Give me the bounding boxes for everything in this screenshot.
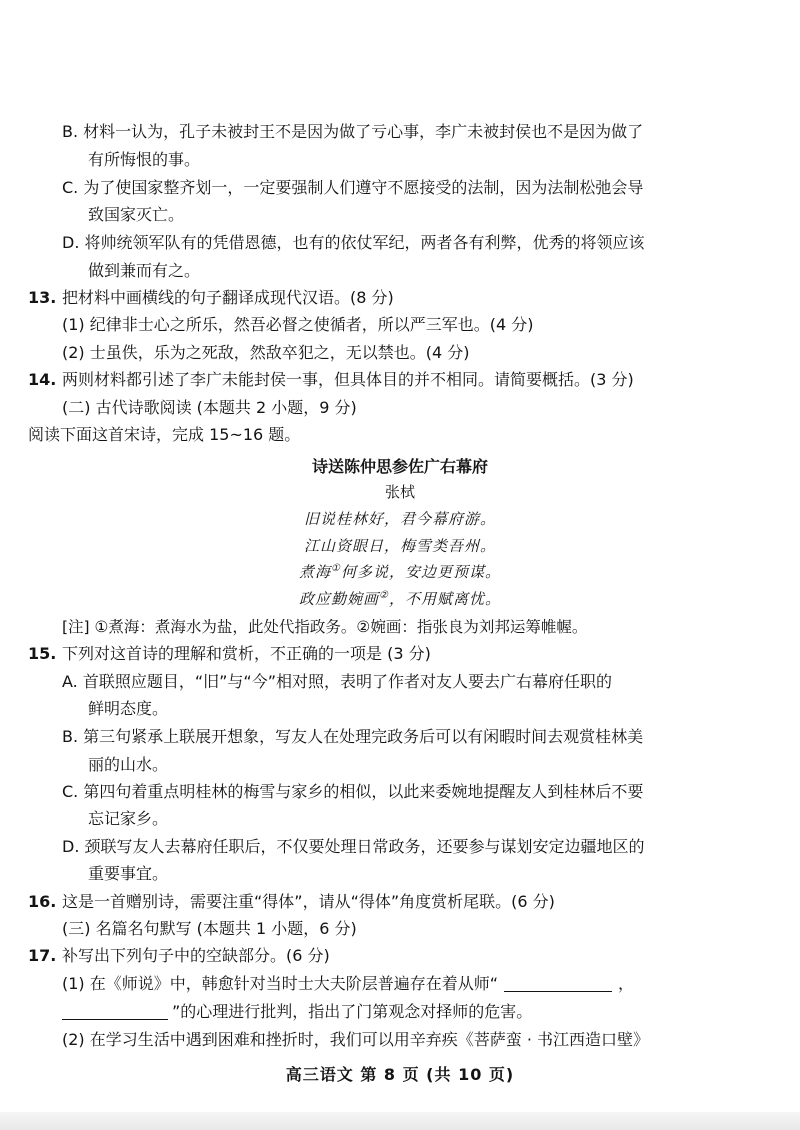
q15-option-b-line1: B. 第三句紧承上联展开想象，写友人在处理完政务后可以有闲暇时间去观赏桂林美	[62, 727, 644, 746]
q12-option-b-line1: B. 材料一认为，孔子未被封王不是因为做了亏心事，李广未被封侯也不是因为做了	[62, 122, 644, 141]
q17-sentence-2: (2) 在学习生活中遇到困难和挫折时，我们可以用辛弃疾《菩萨蛮 · 书江西造口壁》	[62, 1030, 650, 1049]
q13-sentence-1: (1) 纪律非士心之所乐，然吾必督之使循者，所以严三军也。(4 分)	[62, 315, 534, 334]
section2-header: (二) 古代诗歌阅读 (本题共 2 小题，9 分)	[62, 398, 357, 417]
q17-s1-text-b: ，	[618, 974, 635, 993]
q14-number: 14.	[28, 370, 57, 389]
q17-sentence-1-line2	[62, 1002, 532, 1022]
footnote-marker-2: ②	[379, 590, 389, 601]
poem-line-4-part-a: 政应勤婉画	[299, 590, 380, 608]
q15-number: 15.	[28, 644, 57, 663]
q15-option-d-line2: 重要事宜。	[88, 864, 169, 883]
page-footer: 高三语文 第 8 页 (共 10 页)	[285, 1065, 515, 1084]
q12-option-c-line1: C. 为了使国家整齐划一，一定要强制人们遵守不愿接受的法制，因为法制松弛会导	[62, 178, 644, 197]
q15-prompt: 下列对这首诗的理解和赏析，不正确的一项是 (3 分)	[62, 644, 431, 663]
section2-intro: 阅读下面这首宋诗，完成 15~16 题。	[28, 425, 301, 444]
q16-prompt: 这是一首赠别诗，需要注重“得体”，请从“得体”角度赏析尾联。(6 分)	[62, 892, 555, 911]
q13-prompt: 把材料中画横线的句子翻译成现代汉语。(8 分)	[62, 288, 394, 307]
poem-title: 诗送陈仲思参佐广右幕府	[311, 457, 488, 476]
q15-option-c-line1: C. 第四句着重点明桂林的梅雪与家乡的相似，以此来委婉地提醒友人到桂林后不要	[62, 782, 644, 801]
poem-line-3-part-a: 煮海	[299, 563, 332, 581]
poem-line-4-part-b: ，不用赋离忧。	[388, 590, 501, 608]
q15-option-c-line2: 忘记家乡。	[88, 809, 169, 828]
poem-author: 张栻	[384, 483, 415, 501]
q17-number: 17.	[28, 946, 57, 965]
q17-s1-text-a: (1) 在《师说》中，韩愈针对当时士大夫阶层普遍存在着从师“	[62, 974, 499, 993]
q16-number: 16.	[28, 892, 57, 911]
q14-prompt: 两则材料都引述了李广未能封侯一事，但具体目的并不相同。请简要概括。(3 分)	[62, 370, 634, 389]
q12-option-d-line2: 做到兼而有之。	[88, 261, 201, 280]
q15-option-a-line2: 鲜明态度。	[88, 699, 169, 718]
q15-option-b-line2: 丽的山水。	[88, 755, 169, 774]
poem-line-3	[0, 561, 800, 582]
q15-option-d-line1: D. 颈联写友人去幕府任职后，不仅要处理日常政务，还要参与谋划安定边疆地区的	[62, 837, 645, 856]
q13-sentence-2: (2) 士虽佚，乐为之死敌，然敌卒犯之，无以禁也。(4 分)	[62, 343, 470, 362]
scan-bottom-edge	[0, 1112, 800, 1130]
q12-option-c-line2: 致国家灭亡。	[88, 205, 185, 224]
q12-option-b-line2: 有所悔恨的事。	[88, 150, 201, 169]
q17-sentence-1-line1	[62, 974, 634, 994]
q17-s1-text-c: ”的心理进行批判，指出了门第观念对择师的危害。	[172, 1002, 533, 1021]
poem-line-4	[0, 588, 800, 609]
answer-blank-1[interactable]	[504, 977, 612, 992]
footnote-marker-1: ①	[331, 563, 341, 574]
q12-option-d-line1: D. 将帅统领军队有的凭借恩德，也有的依仗军纪，两者各有利弊，优秀的将领应该	[62, 233, 645, 252]
section3-header: (三) 名篇名句默写 (本题共 1 小题，6 分)	[62, 919, 357, 938]
q17-prompt: 补写出下列句子中的空缺部分。(6 分)	[62, 946, 330, 965]
poem-line-2: 江山资眼日，梅雪类吾州。	[303, 537, 496, 555]
poem-notes: [注] ①煮海：煮海水为盐，此处代指政务。②婉画：指张良为刘邦运筹帷幄。	[62, 618, 588, 636]
poem-line-3-part-b: 何多说，安边更预谋。	[340, 563, 501, 581]
q15-option-a-line1: A. 首联照应题目，“旧”与“今”相对照，表明了作者对友人要去广右幕府任职的	[62, 672, 612, 691]
q13-number: 13.	[28, 288, 57, 307]
poem-line-1: 旧说桂林好，君今幕府游。	[303, 510, 496, 528]
answer-blank-2[interactable]	[62, 1005, 168, 1020]
